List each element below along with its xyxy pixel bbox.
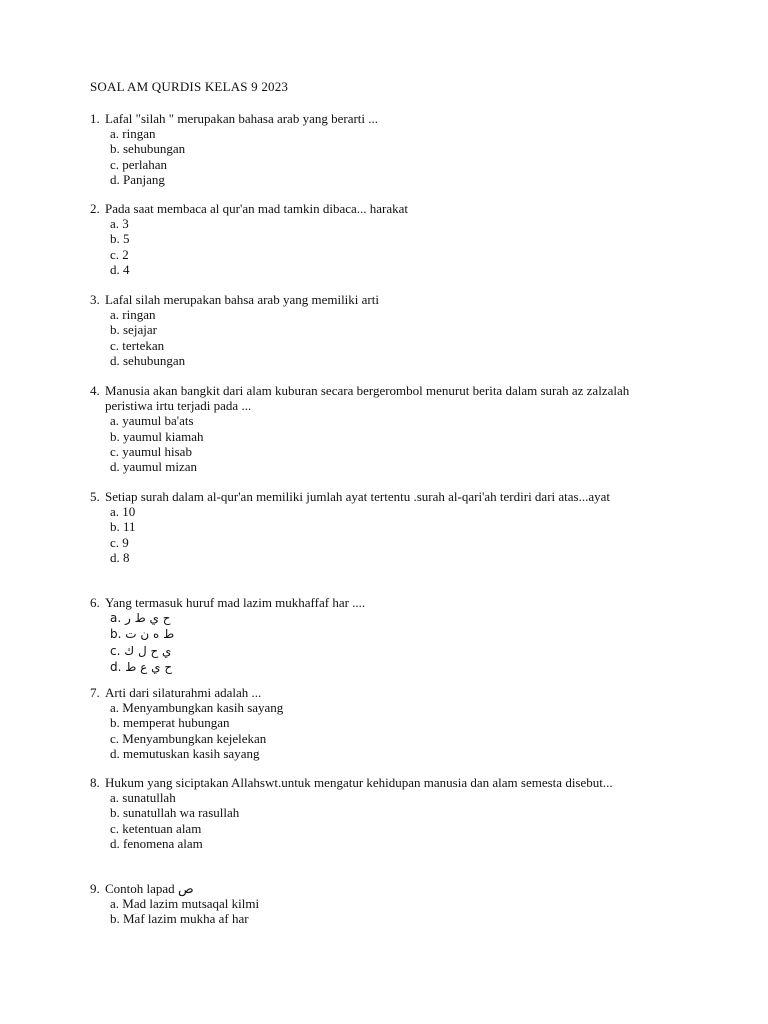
option-c: c. tertekan <box>110 337 165 353</box>
question-4 <box>90 383 680 474</box>
question-number: 7. <box>90 685 100 700</box>
option-d <box>90 659 680 675</box>
option-d: d. yaumul mizan <box>110 459 198 475</box>
option-d: d. fenomena alam <box>110 835 203 851</box>
arabic-letters: d. ح ي ع ط <box>110 659 173 674</box>
question-7 <box>90 685 680 761</box>
question-text: Manusia akan bangkit dari alam kuburan secara bergerombol menurut berita dalam surah az zalzalah peristiwa irtu terjadi pada ... <box>105 383 630 414</box>
arabic-letters: c. ي ح ل ك <box>110 643 172 658</box>
question-1 <box>90 111 680 187</box>
question-number: 5. <box>90 489 100 504</box>
question-text: Hukum yang siciptakan Allahswt.untuk mengatur kehidupan manusia dan alam semesta disebut... <box>105 775 613 790</box>
document-title: SOAL AM QURDIS KELAS 9 2023 <box>90 79 289 94</box>
question-text: Lafal silah merupakan bahsa arab yang memiliki arti <box>105 292 379 307</box>
question-5 <box>90 489 680 565</box>
option-c <box>90 643 680 659</box>
option-c: c. 2 <box>110 246 129 262</box>
question-text: Contoh lapad ص <box>105 881 194 896</box>
option-a: a. ringan <box>110 307 156 323</box>
question-text: Setiap surah dalam al-qur'an memiliki jumlah ayat tertentu .surah al-qari'ah terdiri dari atas...ayat <box>105 489 611 504</box>
option-b: b. sejajar <box>110 322 157 338</box>
question-number: 3. <box>90 292 100 307</box>
option-d: d. 8 <box>110 549 130 565</box>
option-b: b. Maf lazim mukha af har <box>110 911 249 927</box>
option-b: b. sunatullah wa rasullah <box>110 805 240 821</box>
question-number: 6. <box>90 595 100 610</box>
option-d: d. Panjang <box>110 171 165 187</box>
question-text: Yang termasuk huruf mad lazim mukhaffaf har .... <box>105 595 366 610</box>
question-8 <box>90 775 680 851</box>
option-b: b. sehubungan <box>110 141 186 157</box>
option-a: a. Menyambungkan kasih sayang <box>110 700 284 716</box>
option-b: b. 11 <box>110 519 136 535</box>
option-b <box>90 626 680 642</box>
question-number: 8. <box>90 775 100 790</box>
question-2 <box>90 201 680 277</box>
question-number: 9. <box>90 881 100 896</box>
option-a: a. ringan <box>110 126 156 142</box>
option-a: a. yaumul ba'ats <box>110 413 194 429</box>
question-text: Pada saat membaca al qur'an mad tamkin dibaca... harakat <box>105 201 409 216</box>
option-b: b. 5 <box>110 231 130 247</box>
option-c: c. ketentuan alam <box>110 820 202 836</box>
arabic-letters: b. ط ه ن ت <box>110 627 175 642</box>
question-text: Arti dari silaturahmi adalah ... <box>105 685 262 700</box>
arabic-letters: a. ح ي ط ر <box>110 611 171 626</box>
question-number: 1. <box>90 111 100 126</box>
option-a: a. 10 <box>110 504 136 520</box>
option-a: a. Mad lazim mutsaqal kilmi <box>110 896 260 912</box>
option-c: c. perlahan <box>110 156 168 172</box>
option-d: d. memutuskan kasih sayang <box>110 745 260 761</box>
question-9 <box>90 881 680 927</box>
option-a <box>90 610 680 626</box>
option-c: c. Menyambungkan kejelekan <box>110 730 267 746</box>
option-c: c. 9 <box>110 534 129 550</box>
option-a: a. 3 <box>110 216 129 232</box>
option-b: b. yaumul kiamah <box>110 428 204 444</box>
question-3 <box>90 292 680 368</box>
question-number: 4. <box>90 383 100 398</box>
question-number: 2. <box>90 201 100 216</box>
option-d: d. sehubungan <box>110 352 186 368</box>
option-a: a. sunatullah <box>110 790 176 806</box>
option-d: d. 4 <box>110 261 130 277</box>
option-c: c. yaumul hisab <box>110 443 192 459</box>
option-b: b. memperat hubungan <box>110 715 230 731</box>
question-6 <box>90 595 680 675</box>
question-text: Lafal "silah " merupakan bahasa arab yang berarti ... <box>105 111 379 126</box>
